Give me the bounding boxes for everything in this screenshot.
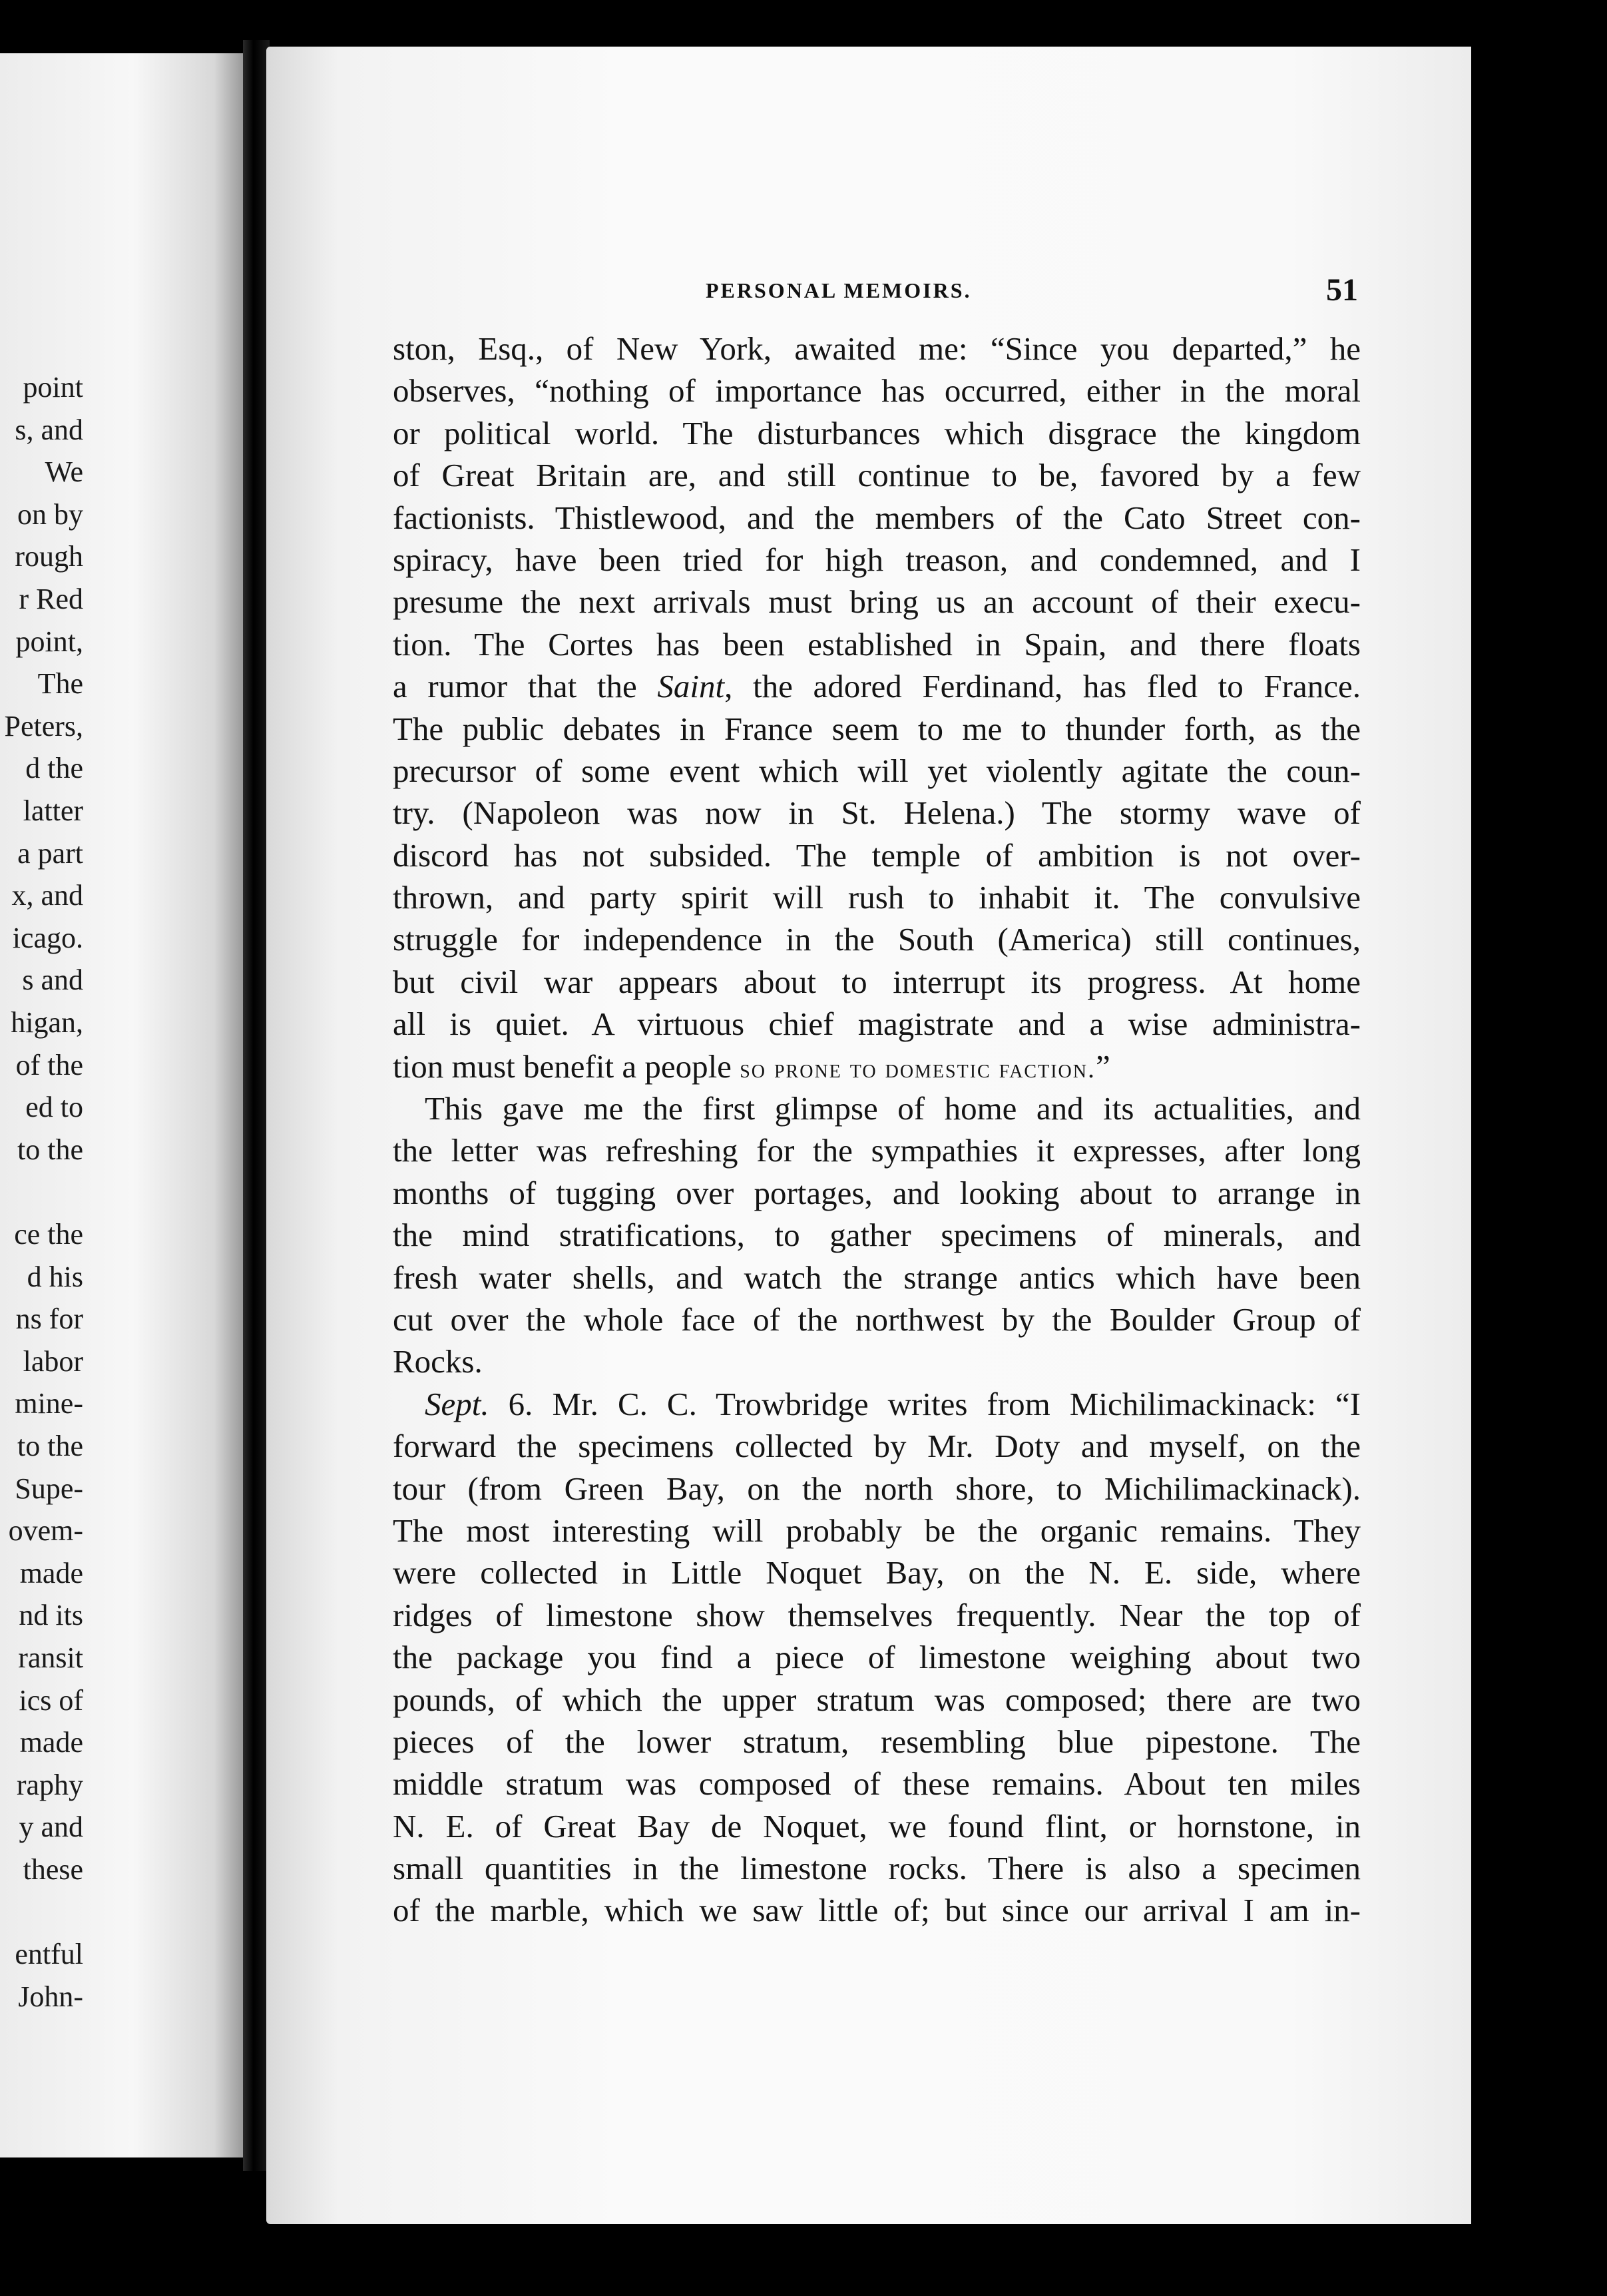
left-page-line: latter bbox=[23, 794, 83, 827]
text-line: the mind stratifications, to gather specimens of minerals, and bbox=[393, 1217, 1361, 1254]
text-line: precursor of some event which will yet violently agitate the coun- bbox=[393, 752, 1361, 789]
text-line: factionists. Thistlewood, and the members of the Cato Street con- bbox=[393, 499, 1361, 536]
text-line: tour (from Green Bay, on the north shore, to Michilimackinack). bbox=[393, 1470, 1361, 1507]
left-page-line: made bbox=[19, 1726, 83, 1759]
text-line: fresh water shells, and watch the strange antics which have been bbox=[393, 1259, 1361, 1296]
left-page-line: labor bbox=[23, 1344, 83, 1378]
text-line: struggle for independence in the South (America) still continues, bbox=[393, 921, 1361, 958]
left-page-line: higan, bbox=[11, 1006, 83, 1039]
text-line: were collected in Little Noquet Bay, on the N. E. side, where bbox=[393, 1554, 1361, 1591]
left-page-line: entful bbox=[15, 1938, 83, 1971]
text-line: The public debates in France seem to me to thunder forth, as the bbox=[393, 710, 1361, 747]
left-page-line: d the bbox=[25, 752, 83, 785]
text-line: forward the specimens collected by Mr. Doty and myself, on the bbox=[393, 1428, 1361, 1465]
small-caps-text: so prone to domestic faction. bbox=[740, 1053, 1096, 1083]
left-page-line: ransit bbox=[18, 1641, 83, 1674]
text-line: ridges of limestone show themselves frequently. Near the top of bbox=[393, 1596, 1361, 1633]
left-page-line: nd its bbox=[19, 1599, 83, 1632]
left-page-line: Supe- bbox=[15, 1472, 83, 1505]
left-page-line: to the bbox=[17, 1430, 83, 1462]
text-line: ston, Esq., of New York, awaited me: “Since you departed,” he bbox=[393, 330, 1361, 367]
text-line: This gave me the first glimpse of home and its actualities, and bbox=[425, 1090, 1361, 1127]
text-line: pounds, of which the upper stratum was composed; there are two bbox=[393, 1681, 1361, 1718]
text-run: 6. Mr. C. C. Trowbridge writes from Michilimackinack: “I bbox=[489, 1385, 1361, 1422]
text-run: a rumor that the bbox=[393, 668, 658, 705]
text-run: tion must benefit a people bbox=[393, 1047, 740, 1085]
italic-text: Saint bbox=[657, 668, 725, 705]
italic-text: Sept. bbox=[425, 1385, 489, 1422]
left-page-line: ics of bbox=[19, 1683, 83, 1717]
left-page-line: made bbox=[19, 1556, 83, 1589]
text-run: , the adored Ferdinand, has fled to France. bbox=[724, 668, 1361, 705]
left-page-line: s, and bbox=[15, 413, 83, 446]
left-page-line: these bbox=[23, 1853, 83, 1886]
left-page-line: on by bbox=[17, 497, 83, 531]
left-page-line: a part bbox=[17, 836, 83, 870]
left-page-line: raphy bbox=[16, 1768, 83, 1801]
text-line: all is quiet. A virtuous chief magistrate and a wise administra- bbox=[393, 1005, 1361, 1043]
left-page-line: ed to bbox=[25, 1091, 83, 1124]
text-line bbox=[393, 1045, 1361, 1087]
text-line: Rocks. bbox=[393, 1343, 483, 1380]
text-line: tion. The Cortes has been established in Spain, and there floats bbox=[393, 625, 1361, 663]
text-line: of Great Britain are, and still continue to be, favored by a few bbox=[393, 457, 1361, 494]
text-line: The most interesting will probably be the organic remains. They bbox=[393, 1512, 1361, 1549]
text-line: spiracy, have been tried for high treason, and condemned, and I bbox=[393, 541, 1361, 578]
left-page-line: point, bbox=[15, 625, 83, 658]
left-page-line: of the bbox=[15, 1048, 83, 1081]
left-page-line: John- bbox=[18, 1980, 83, 2013]
text-line: small quantities in the limestone rocks. There is also a specimen bbox=[393, 1850, 1361, 1887]
left-page-line: mine- bbox=[15, 1387, 83, 1420]
text-line: presume the next arrivals must bring us an account of their execu- bbox=[393, 583, 1361, 621]
left-page-line: x, and bbox=[11, 879, 83, 912]
body-text bbox=[393, 328, 1361, 1932]
left-page-line: d his bbox=[27, 1260, 83, 1293]
left-page-line: icago. bbox=[12, 921, 83, 954]
text-line: discord has not subsided. The temple of ambition is not over- bbox=[393, 836, 1361, 874]
left-page-line: rough bbox=[15, 540, 83, 573]
text-line: thrown, and party spirit will rush to inhabit it. The convulsive bbox=[393, 879, 1361, 916]
text-line: of the marble, which we saw little of; but since our arrival I am in- bbox=[393, 1892, 1361, 1929]
left-page-line: We bbox=[45, 455, 83, 489]
running-head: PERSONAL MEMOIRS. bbox=[706, 278, 972, 302]
book-gutter bbox=[243, 40, 270, 2171]
text-line: the letter was refreshing for the sympathies it expresses, after long bbox=[393, 1132, 1361, 1169]
text-line bbox=[393, 1383, 1361, 1425]
text-line: cut over the whole face of the northwest by the Boulder Group of bbox=[393, 1300, 1361, 1338]
page-number: 51 bbox=[1326, 272, 1358, 308]
left-page-line: ns for bbox=[15, 1302, 83, 1336]
text-line: months of tugging over portages, and looking about to arrange in bbox=[393, 1174, 1361, 1211]
text-line: N. E. of Great Bay de Noquet, we found flint, or hornstone, in bbox=[393, 1807, 1361, 1845]
left-page-line: y and bbox=[19, 1811, 83, 1844]
text-line: try. (Napoleon was now in St. Helena.) The stormy wave of bbox=[393, 794, 1361, 832]
left-page-line: s and bbox=[22, 964, 83, 997]
left-page-line: r Red bbox=[19, 583, 83, 615]
text-line: observes, “nothing of importance has occurred, either in the moral bbox=[393, 372, 1361, 410]
text-run: ” bbox=[1095, 1047, 1110, 1085]
left-page-line: to the bbox=[17, 1133, 83, 1166]
text-line: the package you find a piece of limestone weighing about two bbox=[393, 1639, 1361, 1676]
left-page-line: point bbox=[23, 371, 83, 404]
left-page-line: Peters, bbox=[4, 709, 83, 742]
left-page-line: ce the bbox=[14, 1218, 83, 1251]
previous-page-edge bbox=[0, 53, 243, 2157]
left-page-line: The bbox=[37, 667, 83, 701]
text-line: or political world. The disturbances which disgrace the kingdom bbox=[393, 414, 1361, 451]
text-line: middle stratum was composed of these remains. About ten miles bbox=[393, 1765, 1361, 1803]
left-page-line: ovem- bbox=[8, 1514, 83, 1548]
text-line: but civil war appears about to interrupt its progress. At home bbox=[393, 963, 1361, 1000]
text-line: pieces of the lower stratum, resembling blue pipestone. The bbox=[393, 1723, 1361, 1760]
text-line bbox=[393, 665, 1361, 707]
